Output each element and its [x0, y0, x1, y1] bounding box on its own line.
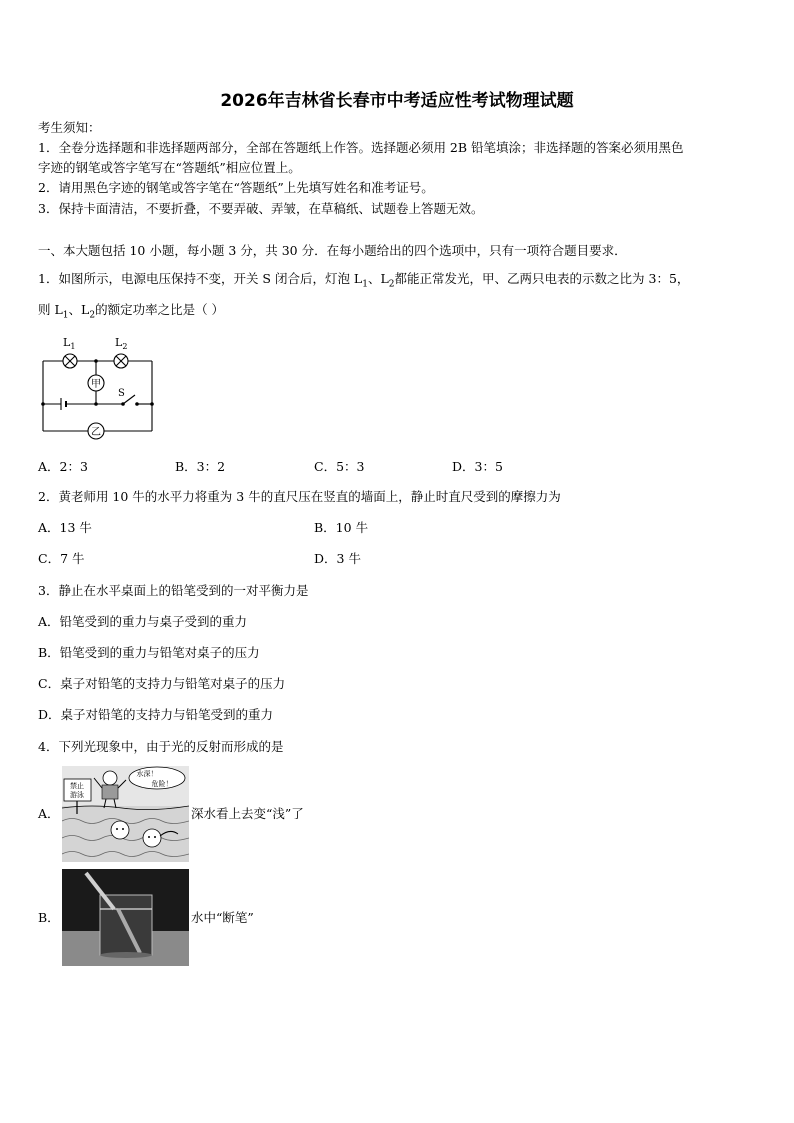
notice-item-3: 3．保持卡面清洁，不要折叠，不要弄破、弄皱，在草稿纸、试题卷上答题无效。 — [38, 201, 484, 216]
q4-text: 4．下列光现象中，由于光的反射而形成的是 — [38, 739, 284, 754]
lamp-l2-label: $L_2$ — [115, 336, 128, 351]
q1-circuit-diagram — [38, 328, 163, 440]
q1-option-d[interactable]: D．3：5 — [452, 459, 503, 474]
q3-text: 3．静止在水平桌面上的铅笔受到的一对平衡力是 — [38, 583, 309, 598]
q4-option-a-text: 深水看上去变“浅”了 — [191, 806, 304, 821]
sign-text: 禁止游泳 — [70, 782, 84, 799]
q3-option-c[interactable]: C．桌子对铅笔的支持力与铅笔对桌子的压力 — [38, 676, 286, 691]
q4-option-b-text: 水中“断笔” — [191, 910, 254, 925]
q1-option-c[interactable]: C．5：3 — [314, 459, 365, 474]
notice-item-2: 2．请用黑色字迹的钢笔或答字笔在“答题纸”上先填写姓名和准考证号。 — [38, 180, 434, 195]
lamp-l1-label: $L_1$ — [63, 336, 76, 351]
q2-option-b[interactable]: B．10 牛 — [314, 520, 369, 535]
q2-option-d[interactable]: D．3 牛 — [314, 551, 361, 566]
bubble-text: 水深！危险！ — [136, 770, 173, 788]
notice-heading: 考生须知： — [38, 120, 101, 135]
notice-item-1: 1．全卷分选择题和非选择题两部分，全部在答题纸上作答。选择题必须用 2B 铅笔填涂；非选择题的答案必须用黑色 — [38, 140, 684, 155]
q2-option-c[interactable]: C．7 牛 — [38, 551, 85, 566]
meter-jia-label: 甲 — [91, 379, 101, 390]
q3-option-a[interactable]: A．铅笔受到的重力与桌子受到的重力 — [38, 614, 248, 629]
q2-text: 2．黄老师用 10 牛的水平力将重为 3 牛的直尺压在竖直的墙面上，静止时直尺受到的摩擦力为 — [38, 489, 561, 504]
page-title: 2026年吉林省长春市中考适应性考试物理试题 — [220, 91, 574, 111]
section-heading: 一、本大题包括 10 小题，每小题 3 分，共 30 分．在每小题给出的四个选项中，只有一项符合题目要求． — [38, 243, 627, 258]
q4-option-a-image — [62, 766, 189, 862]
switch-label: S — [118, 388, 125, 399]
q4-option-b-label[interactable]: B． — [38, 910, 60, 925]
q4-option-a-label[interactable]: A． — [38, 806, 60, 821]
notice-item-1-cont: 字迹的钢笔或答字笔写在“答题纸”相应位置上。 — [38, 160, 301, 175]
meter-yi-label: 乙 — [91, 427, 101, 438]
q1-line1: 1．如图所示，电源电压保持不变，开关 S 闭合后，灯泡 $L_1$、$L_2$都能正常发光，甲、乙两只电表的示数之比为 3：5， — [38, 271, 690, 290]
q4-option-b-image — [62, 869, 189, 966]
q1-option-b[interactable]: B．3：2 — [175, 459, 226, 474]
q2-option-a[interactable]: A．13 牛 — [38, 520, 92, 535]
q3-option-d[interactable]: D．桌子对铅笔的支持力与铅笔受到的重力 — [38, 707, 274, 722]
q1-option-a[interactable]: A．2：3 — [38, 459, 88, 474]
q1-line2: 则 $L_1$、$L_2$的额定功率之比是（ ） — [38, 302, 225, 321]
q3-option-b[interactable]: B．铅笔受到的重力与铅笔对桌子的压力 — [38, 645, 260, 660]
